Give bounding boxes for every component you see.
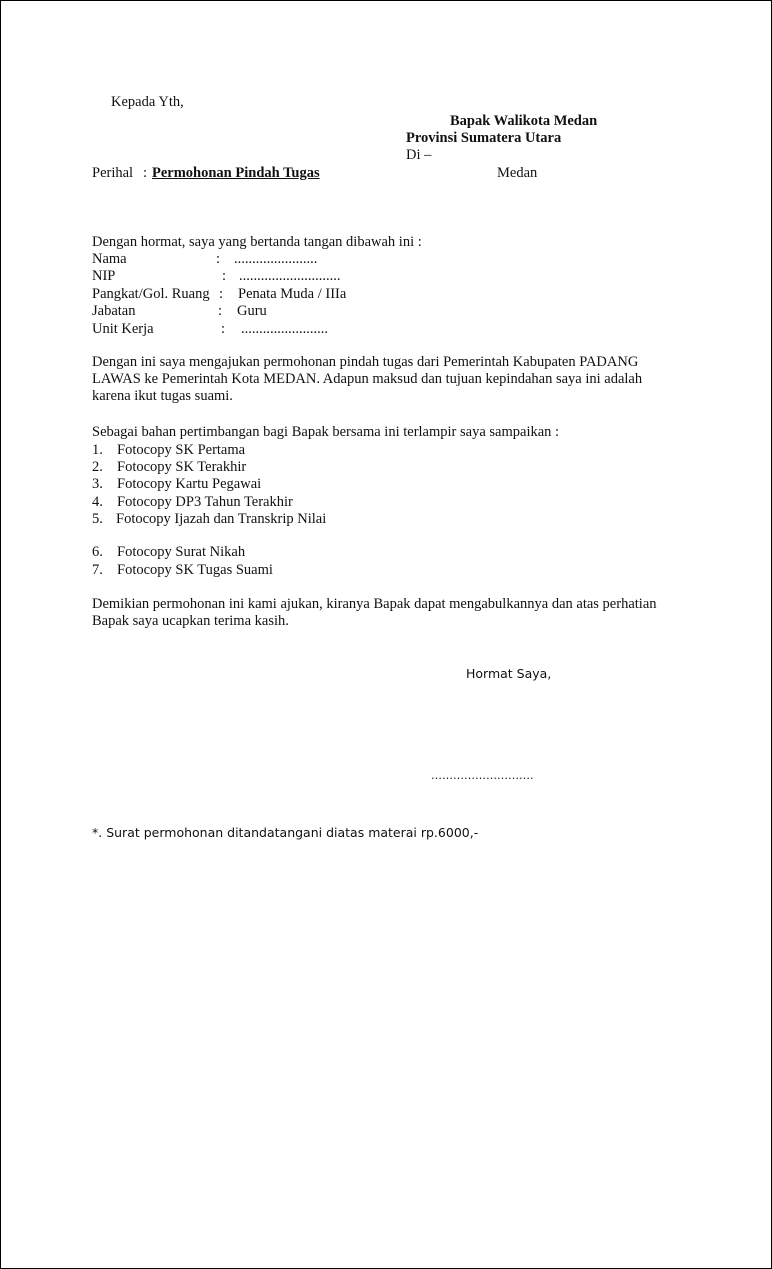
field-row-unit-kerja — [92, 321, 492, 338]
list-item-number: 7. — [92, 562, 103, 578]
list-item-text: Fotocopy SK Terakhir — [117, 459, 247, 475]
list-item-number: 1. — [92, 442, 103, 458]
list-item — [92, 494, 512, 511]
subject-label: Perihal — [92, 165, 134, 181]
list-item-text: Fotocopy Ijazah dan Transkrip Nilai — [116, 511, 327, 527]
field-colon: : — [216, 251, 221, 267]
salutation: Kepada Yth, — [111, 94, 184, 110]
recipient-line-2: Provinsi Sumatera Utara — [406, 130, 562, 146]
subject-text: Permohonan Pindah Tugas — [152, 165, 320, 181]
field-value: Penata Muda / IIIa — [238, 286, 347, 302]
field-value: ............................ — [239, 268, 341, 284]
field-label: Pangkat/Gol. Ruang — [92, 286, 210, 302]
field-value: Guru — [237, 303, 267, 319]
opening-line: Dengan hormat, saya yang bertanda tangan dibawah ini : — [92, 234, 422, 250]
field-colon: : — [222, 268, 227, 284]
list-item — [92, 459, 512, 476]
attachments-intro: Sebagai bahan pertimbangan bagi Bapak bersama ini terlampir saya sampaikan : — [92, 424, 560, 440]
recipient-city: Medan — [497, 165, 538, 181]
body-paragraph: Dengan ini saya mengajukan permohonan pindah tugas dari Pemerintah Kabupaten PADANG LAWAS ke Pemerintah Kota MEDAN. Adapun maksud dan tujuan kepindahan saya ini adalah karena ikut tugas suami. — [92, 354, 643, 404]
field-row-jabatan — [92, 303, 492, 320]
list-item-text: Fotocopy SK Tugas Suami — [117, 562, 273, 578]
list-item-number: 6. — [92, 544, 103, 560]
list-item-text: Fotocopy Surat Nikah — [117, 544, 246, 560]
field-row-nama — [92, 251, 492, 268]
signoff: Hormat Saya, — [466, 666, 552, 681]
list-item-number: 5. — [92, 511, 103, 527]
closing-paragraph: Demikian permohonan ini kami ajukan, kiranya Bapak dapat mengabulkannya dan atas perhatian Bapak saya ucapkan terima kasih. — [92, 596, 657, 629]
list-item-text: Fotocopy DP3 Tahun Terakhir — [117, 494, 293, 510]
field-row-nip — [92, 268, 492, 285]
recipient-line-1: Bapak Walikota Medan — [450, 113, 598, 129]
field-colon: : — [218, 303, 223, 319]
list-item-text: Fotocopy SK Pertama — [117, 442, 246, 458]
field-label: Unit Kerja — [92, 321, 154, 337]
recipient-line-3: Di – — [406, 147, 432, 163]
list-item-number: 2. — [92, 459, 103, 475]
field-label: Nama — [92, 251, 127, 267]
footnote: *. Surat permohonan ditandatangani diatas materai rp.6000,- — [92, 825, 479, 840]
list-item — [92, 562, 512, 579]
list-item-number: 3. — [92, 476, 103, 492]
list-item-text: Fotocopy Kartu Pegawai — [117, 476, 262, 492]
list-item — [92, 476, 512, 493]
field-label: NIP — [92, 268, 116, 284]
field-label: Jabatan — [92, 303, 136, 319]
field-value: ........................ — [241, 321, 328, 337]
list-item — [92, 442, 512, 459]
subject-colon: : — [143, 165, 148, 181]
field-row-pangkat — [92, 286, 492, 303]
field-colon: : — [219, 286, 224, 302]
field-colon: : — [221, 321, 226, 337]
field-value: ....................... — [234, 251, 318, 267]
signature-line: ………………………. — [431, 769, 534, 782]
list-item — [92, 544, 512, 561]
list-item-number: 4. — [92, 494, 103, 510]
list-item — [92, 511, 512, 528]
